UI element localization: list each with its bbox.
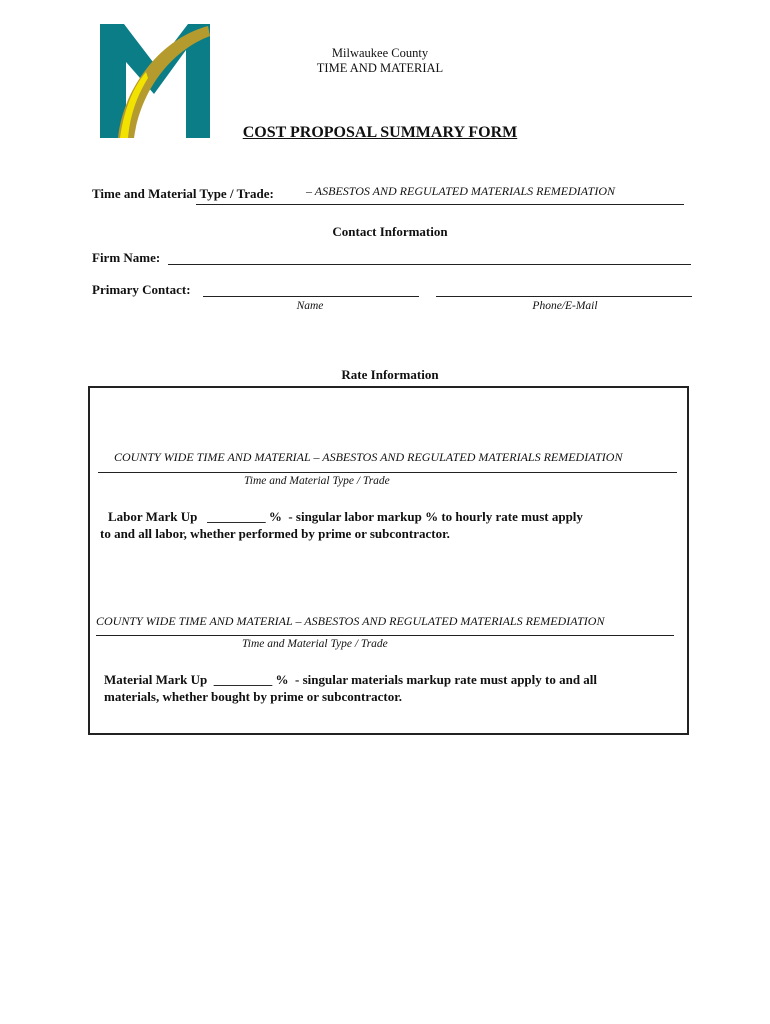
material-trade-line: COUNTY WIDE TIME AND MATERIAL – ASBESTOS AND REGULATED MATERIALS REMEDIATION xyxy=(96,614,605,628)
trade-label: Time and Material Type / Trade: xyxy=(92,186,274,201)
form-title: COST PROPOSAL SUMMARY FORM xyxy=(242,124,518,141)
primary-contact-label: Primary Contact: xyxy=(92,282,191,297)
name-caption: Name xyxy=(296,300,324,312)
logo-mark-icon xyxy=(96,22,212,140)
trade-value[interactable]: – ASBESTOS AND REGULATED MATERIALS REMEDIATION xyxy=(306,184,615,198)
material-markup-line1[interactable]: Material Mark Up _________ % - singular materials markup rate must apply to and all xyxy=(104,672,598,687)
labor-trade-underline xyxy=(98,472,677,473)
trade-underline xyxy=(196,204,684,205)
contact-name-field[interactable] xyxy=(203,296,419,297)
rate-heading: Rate Information xyxy=(341,367,439,382)
phone-caption: Phone/E-Mail xyxy=(532,300,598,312)
material-markup-line2: materials, whether bought by prime or subcontractor. xyxy=(104,689,403,704)
material-trade-caption: Time and Material Type / Trade xyxy=(242,638,388,650)
labor-markup-line1[interactable]: Labor Mark Up _________ % - singular labor markup % to hourly rate must apply xyxy=(108,509,583,524)
labor-markup-line2: to and all labor, whether performed by prime or subcontractor. xyxy=(100,526,450,541)
milwaukee-county-logo xyxy=(96,22,212,140)
labor-trade-line: COUNTY WIDE TIME AND MATERIAL – ASBESTOS AND REGULATED MATERIALS REMEDIATION xyxy=(114,450,623,464)
material-trade-underline xyxy=(96,635,674,636)
firm-name-label: Firm Name: xyxy=(92,250,161,265)
contact-phone-field[interactable] xyxy=(436,296,692,297)
labor-trade-caption: Time and Material Type / Trade xyxy=(244,475,390,487)
header-subtitle: TIME AND MATERIAL xyxy=(316,61,444,75)
org-name: Milwaukee County xyxy=(331,46,429,60)
firm-name-field[interactable] xyxy=(168,264,691,265)
header-block xyxy=(280,46,480,76)
contact-heading: Contact Information xyxy=(332,224,448,239)
